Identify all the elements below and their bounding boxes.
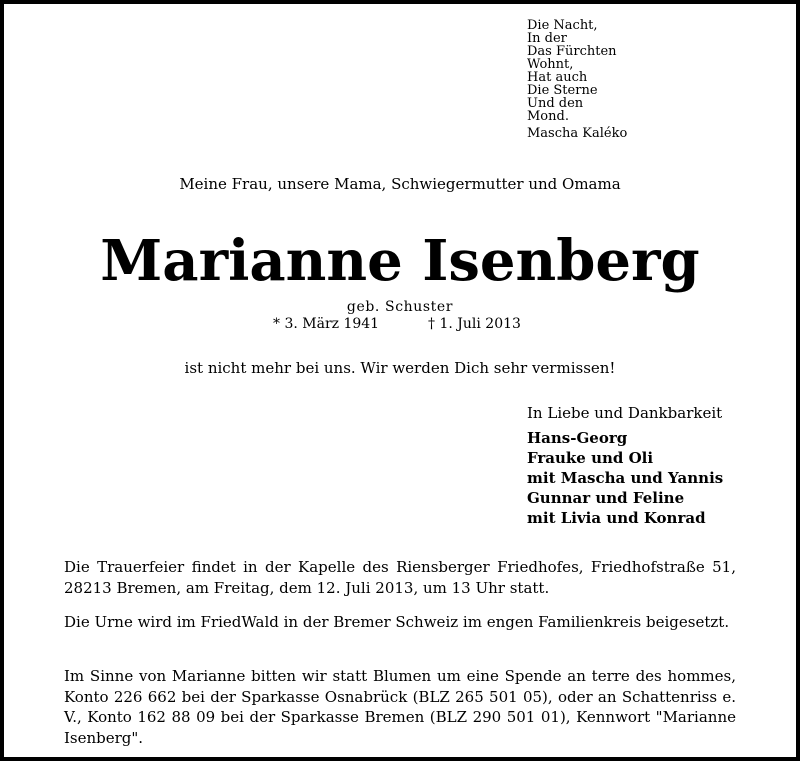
thanks-line: In Liebe und Dankbarkeit [527,404,723,422]
intro-line: Meine Frau, unsere Mama, Schwiegermutter und Omama [179,175,621,193]
poem-line: Wohnt, [527,57,574,72]
funeral-info: Die Trauerfeier findet in der Kapelle des Riensberger Friedhofes, Friedhofstraße 51, 28213 Bremen, am Freitag, dem 12. Juli 2013, um 13 Uhr statt. [64,558,736,597]
missed-line: ist nicht mehr bei uns. Wir werden Dich sehr vermissen! [184,359,616,377]
poem-line: In der [527,31,567,46]
poem-line: Die Nacht, [527,18,598,33]
donation-info: Im Sinne von Marianne bitten wir statt Blumen um eine Spende an terre des hommes, Konto 226 662 bei der Sparkasse Osnabrück (BLZ 265 501 05), oder an Schattenriss e. V., Konto 162 88 09 bei der Sparkasse Bremen (BLZ 290 501 01), Kennwort "Marianne Isenberg". [64,667,736,747]
poem-line: Und den [527,96,584,111]
maiden-name: geb. Schuster [346,299,454,315]
family-list [527,428,723,528]
burial-info: Die Urne wird im FriedWald in der Bremer Schweiz im engen Familienkreis beigesetzt. [64,613,730,631]
poem-line: Mond. [527,109,569,124]
deceased-name: Marianne Isenberg [100,228,700,294]
family-member: Gunnar und Feline [527,489,685,507]
family-member: mit Mascha und Yannis [527,469,724,487]
family-member: Hans-Georg [527,429,628,447]
poem-line: Die Sterne [527,83,598,98]
birth-date: * 3. März 1941 [273,316,380,332]
poem-line: Das Fürchten [527,44,617,59]
poem-line: Hat auch [527,70,588,85]
poem-quote [527,19,627,140]
family-member: Frauke und Oli [527,449,654,467]
family-member: mit Livia und Konrad [527,509,706,527]
death-date: † 1. Juli 2013 [428,316,521,332]
poem-author: Mascha Kaléko [527,126,628,141]
